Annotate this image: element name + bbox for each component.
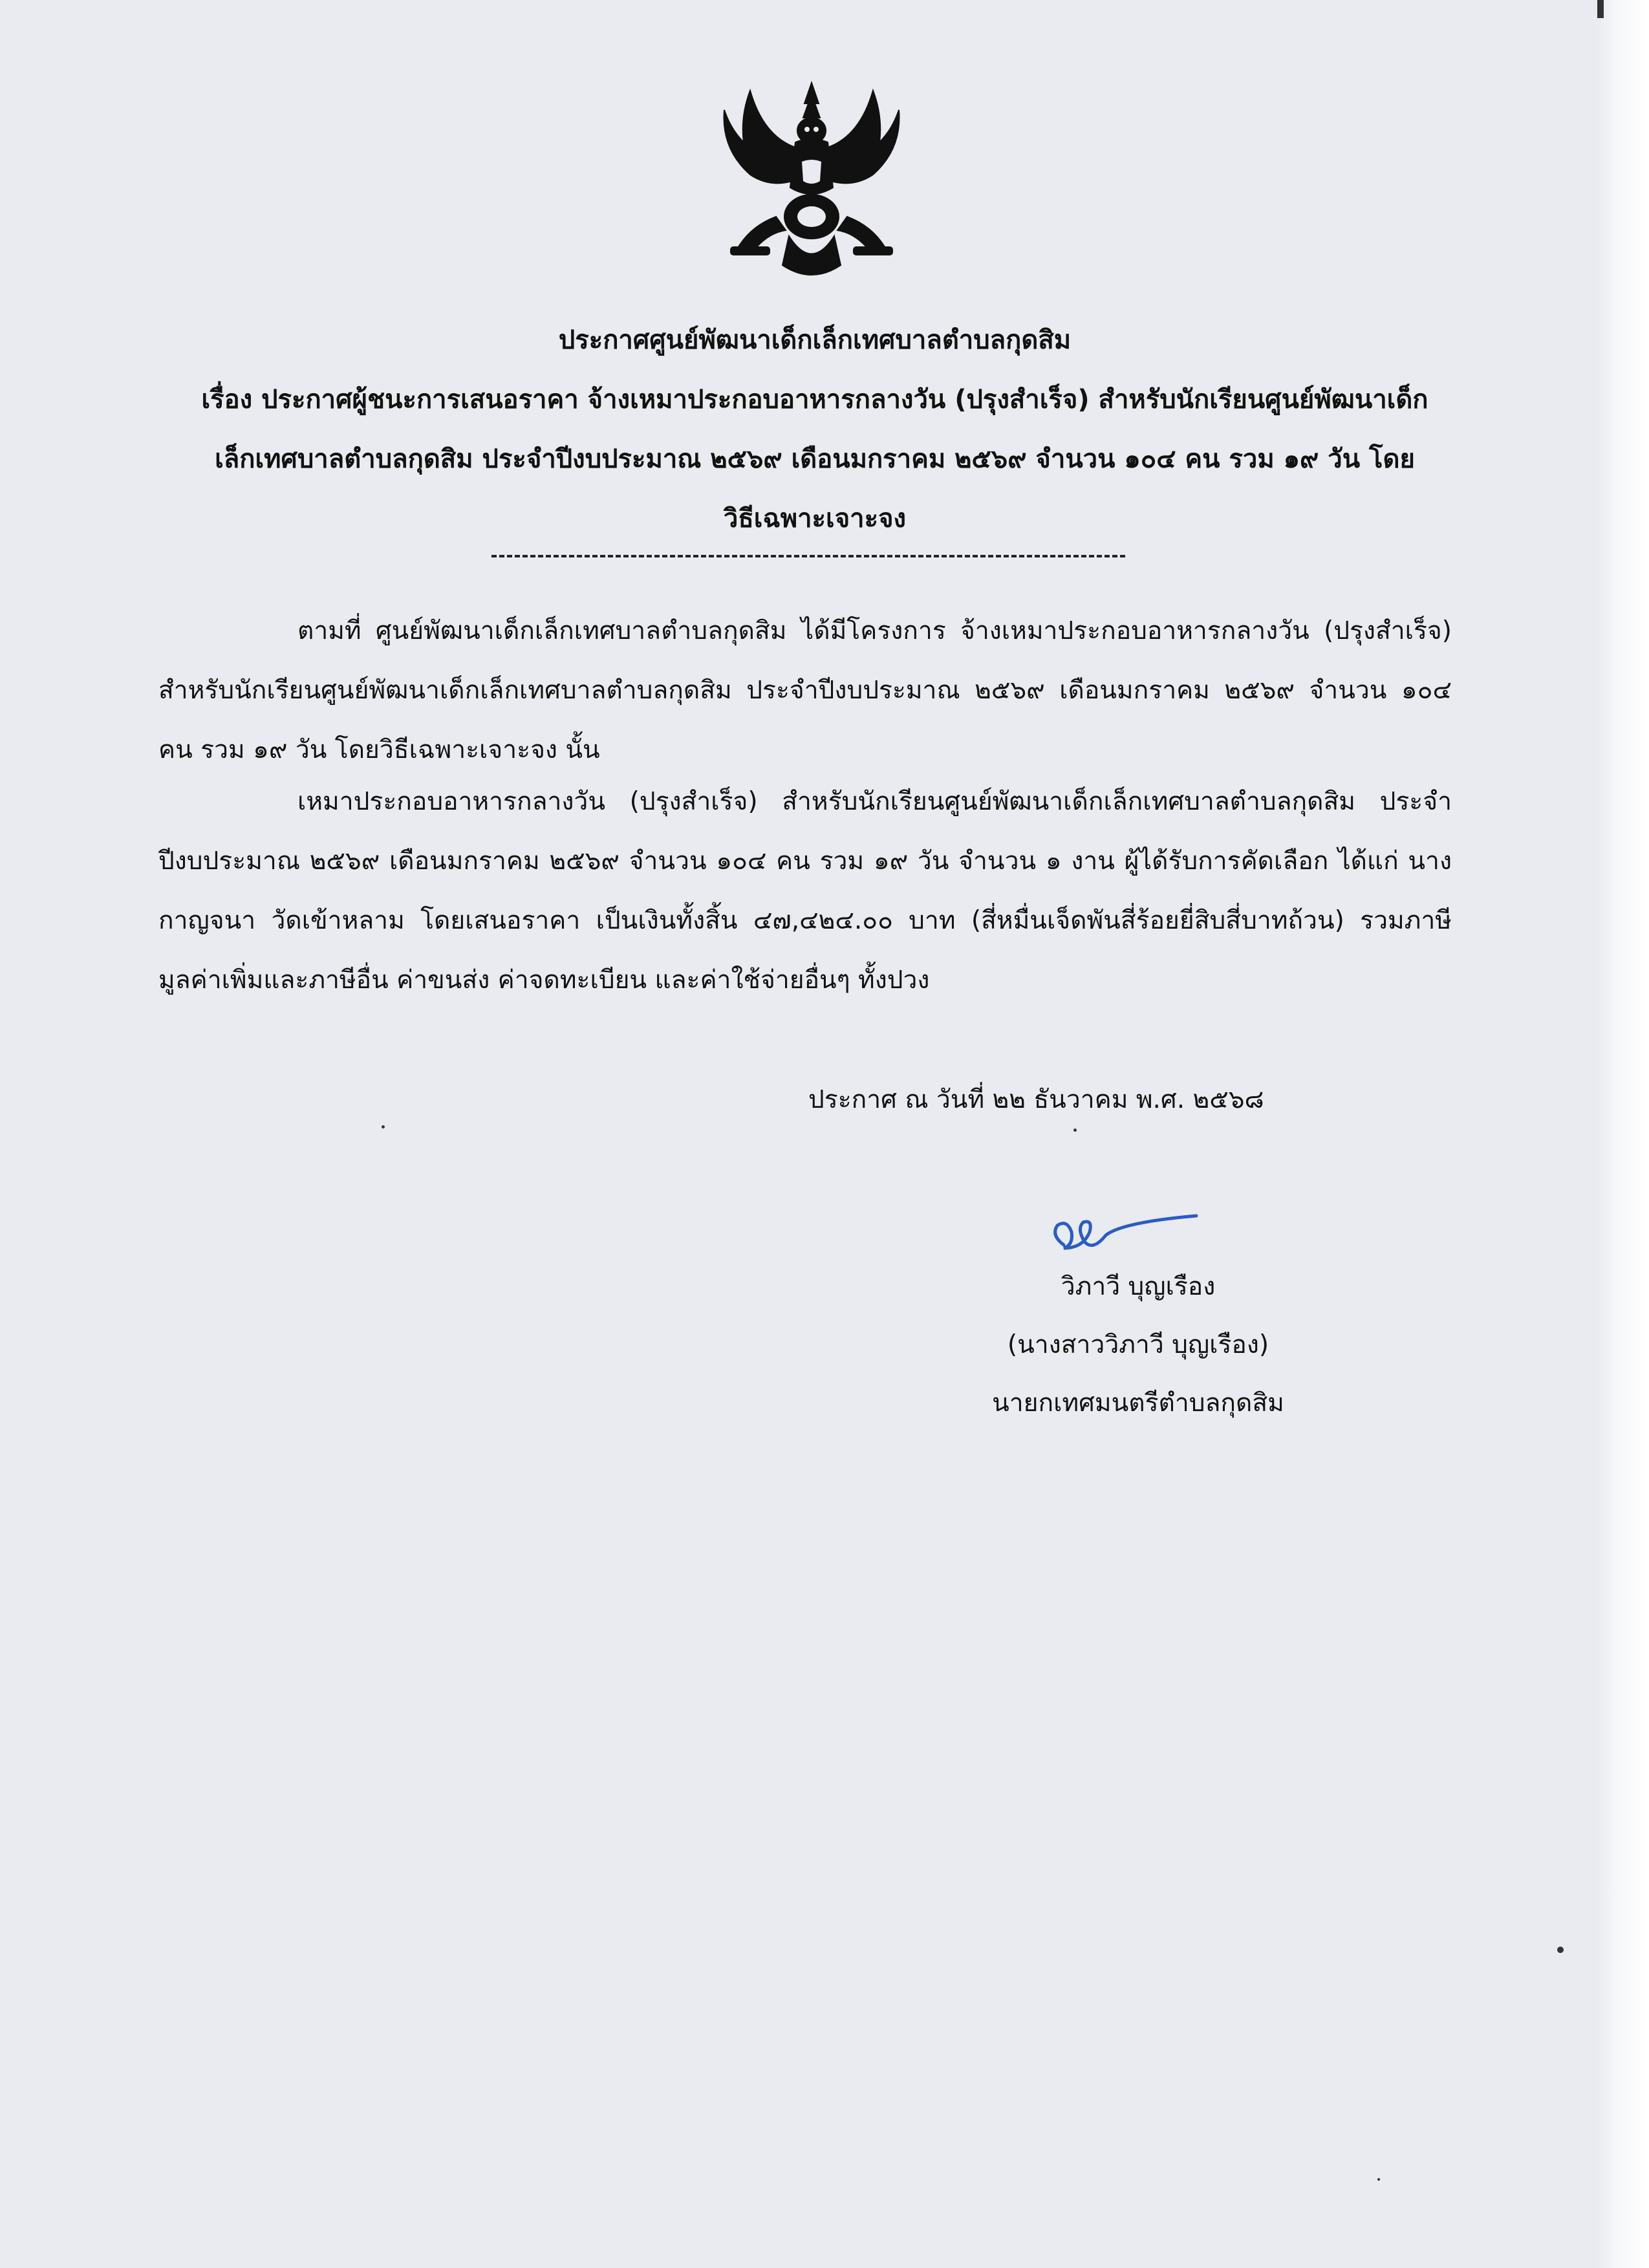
scan-speck xyxy=(1377,2178,1380,2181)
scan-edge-mark xyxy=(1597,0,1604,18)
body-paragraph-2 xyxy=(158,772,1452,1010)
paragraph-2-text: เหมาประกอบอาหารกลางวัน (ปรุงสำเร็จ) สำหรับนักเรียนศูนย์พัฒนาเด็กเล็กเทศบาลตำบลกุดสิม ประจำปีงบประมาณ ๒๕๖๙ เดือนมกราคม ๒๕๖๙ จำนวน ๑๐๔ คน รวม ๑๙ วัน จำนวน ๑ งาน ผู้ได้รับการคัดเลือก ได้แก่ นางกาญจนา วัดเข้าหลาม โดยเสนอราคา เป็นเงินทั้งสิ้น ๔๗,๔๒๔.๐๐ บาท (สี่หมื่นเจ็ดพันสี่ร้อยยี่สิบสี่บาทถ้วน) รวมภาษีมูลค่าเพิ่มและภาษีอื่น ค่าขนส่ง ค่าจดทะเบียน และค่าใช้จ่ายอื่นๆ ทั้งปวง xyxy=(158,787,1452,995)
signer-position: นายกเทศมนตรีตำบลกุดสิม xyxy=(992,1388,1284,1418)
announcement-date: ประกาศ ณ วันที่ ๒๒ ธันวาคม พ.ศ. ๒๕๖๘ xyxy=(808,1085,1264,1114)
body-paragraph-1 xyxy=(158,601,1452,780)
paragraph-1-text: ตามที่ ศูนย์พัฒนาเด็กเล็กเทศบาลตำบลกุดสิม ได้มีโครงการ จ้างเหมาประกอบอาหารกลางวัน (ปรุงสำเร็จ) สำหรับนักเรียนศูนย์พัฒนาเด็กเล็กเทศบาลตำบลกุดสิม ประจำปีงบประมาณ ๒๕๖๙ เดือนมกราคม ๒๕๖๙ จำนวน ๑๐๔ คน รวม ๑๙ วัน โดยวิธีเฉพาะเจาะจง นั้น xyxy=(158,616,1452,764)
signer-name: วิภาวี บุญเรือง xyxy=(1061,1272,1216,1301)
header-subject-line-2: เล็กเทศบาลตำบลกุดสิม ประจำปีงบประมาณ ๒๕๖๙ เดือนมกราคม ๒๕๖๙ จำนวน ๑๐๔ คน รวม ๑๙ วัน โดย xyxy=(215,444,1415,474)
signature-block xyxy=(905,1258,1371,1432)
signer-full-name: (นางสาววิภาวี บุญเรือง) xyxy=(1007,1330,1269,1359)
scan-edge xyxy=(1597,0,1649,2268)
garuda-emblem-icon xyxy=(705,78,918,297)
scan-speck xyxy=(382,1125,385,1129)
header-subject-line-1: เรื่อง ประกาศผู้ชนะการเสนอราคา จ้างเหมาประกอบอาหารกลางวัน (ปรุงสำเร็จ) สำหรับนักเรียนศูนย์พัฒนาเด็ก xyxy=(201,385,1428,415)
handwritten-signature xyxy=(1044,1196,1200,1268)
scan-speck xyxy=(1073,1129,1077,1132)
header-title: ประกาศศูนย์พัฒนาเด็กเล็กเทศบาลตำบลกุดสิม xyxy=(558,325,1072,355)
scan-speck xyxy=(1557,1947,1564,1953)
announcement-header xyxy=(149,310,1481,548)
header-subject-line-3: วิธีเฉพาะเจาะจง xyxy=(723,504,907,534)
header-divider xyxy=(491,555,1125,557)
